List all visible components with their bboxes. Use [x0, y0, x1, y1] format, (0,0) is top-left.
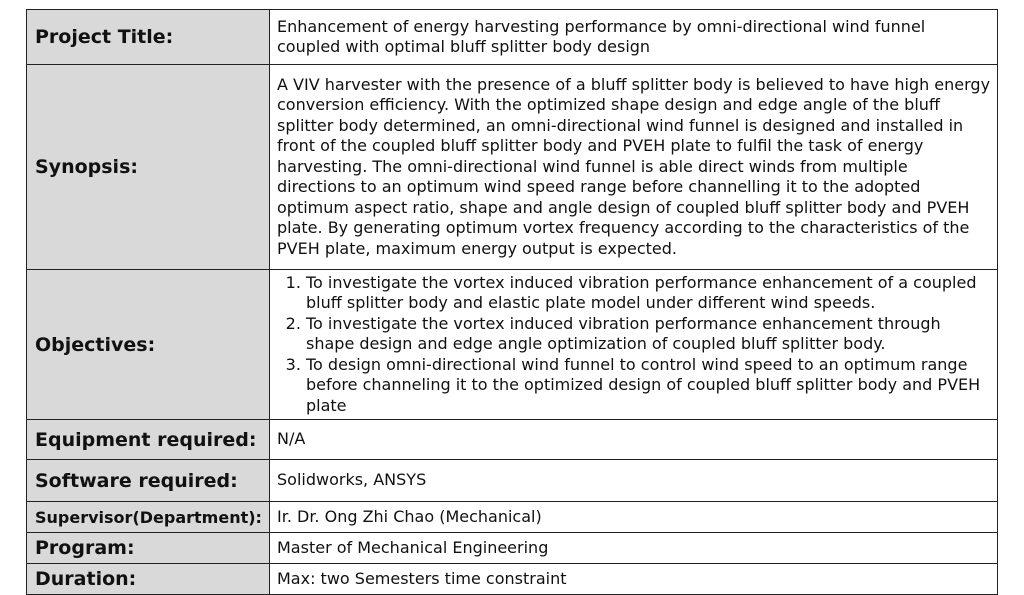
row-supervisor [27, 502, 998, 533]
equipment-value: N/A [270, 420, 998, 460]
project-title-value: Enhancement of energy harvesting performance by omni-directional wind funnel coupled with optimal bluff splitter body design [270, 10, 998, 65]
supervisor-label: Supervisor(Department): [27, 502, 270, 533]
program-label: Program: [27, 533, 270, 564]
row-program [27, 533, 998, 564]
objective-item-2: 2. To investigate the vortex induced vibration performance enhancement through shape design and edge angle optimization of coupled bluff splitter body. [306, 314, 991, 355]
objectives-list [277, 273, 991, 417]
software-value: Solidworks, ANSYS [270, 460, 998, 502]
duration-label: Duration: [27, 564, 270, 595]
objectives-value [270, 270, 998, 420]
duration-value: Max: two Semesters time constraint [270, 564, 998, 595]
program-value: Master of Mechanical Engineering [270, 533, 998, 564]
row-software [27, 460, 998, 502]
row-duration [27, 564, 998, 595]
row-equipment [27, 420, 998, 460]
synopsis-text: A VIV harvester with the presence of a bluff splitter body is believed to have high energy conversion efficiency. With the optimized shape design and edge angle of the bluff splitter body determined, an omni-directional wind funnel is designed and installed in front of the coupled bluff splitter body and PVEH plate to fulfil the task of energy harvesting. The omni-directional wind funnel is able direct winds from multiple directions to an optimum wind speed range before channelling it to the adopted optimum aspect ratio, shape and angle design of coupled bluff splitter body and PVEH plate. By generating optimum vortex frequency according to the characteristics of the PVEH plate, maximum energy output is expected. [277, 74, 991, 258]
objective-item-1: 1. To investigate the vortex induced vibration performance enhancement of a coupled bluff splitter body and elastic plate model under different wind speeds. [306, 273, 991, 314]
objective-item-3: 3. To design omni-directional wind funnel to control wind speed to an optimum range before channeling it to the optimized design of coupled bluff splitter body and PVEH plate [306, 355, 991, 417]
project-info-table [26, 9, 998, 595]
row-synopsis [27, 65, 998, 270]
project-title-label: Project Title: [27, 10, 270, 65]
objectives-label: Objectives: [27, 270, 270, 420]
row-objectives [27, 270, 998, 420]
synopsis-label: Synopsis: [27, 65, 270, 270]
row-project-title [27, 10, 998, 65]
supervisor-value: Ir. Dr. Ong Zhi Chao (Mechanical) [270, 502, 998, 533]
equipment-label: Equipment required: [27, 420, 270, 460]
synopsis-value [270, 65, 998, 270]
software-label: Software required: [27, 460, 270, 502]
